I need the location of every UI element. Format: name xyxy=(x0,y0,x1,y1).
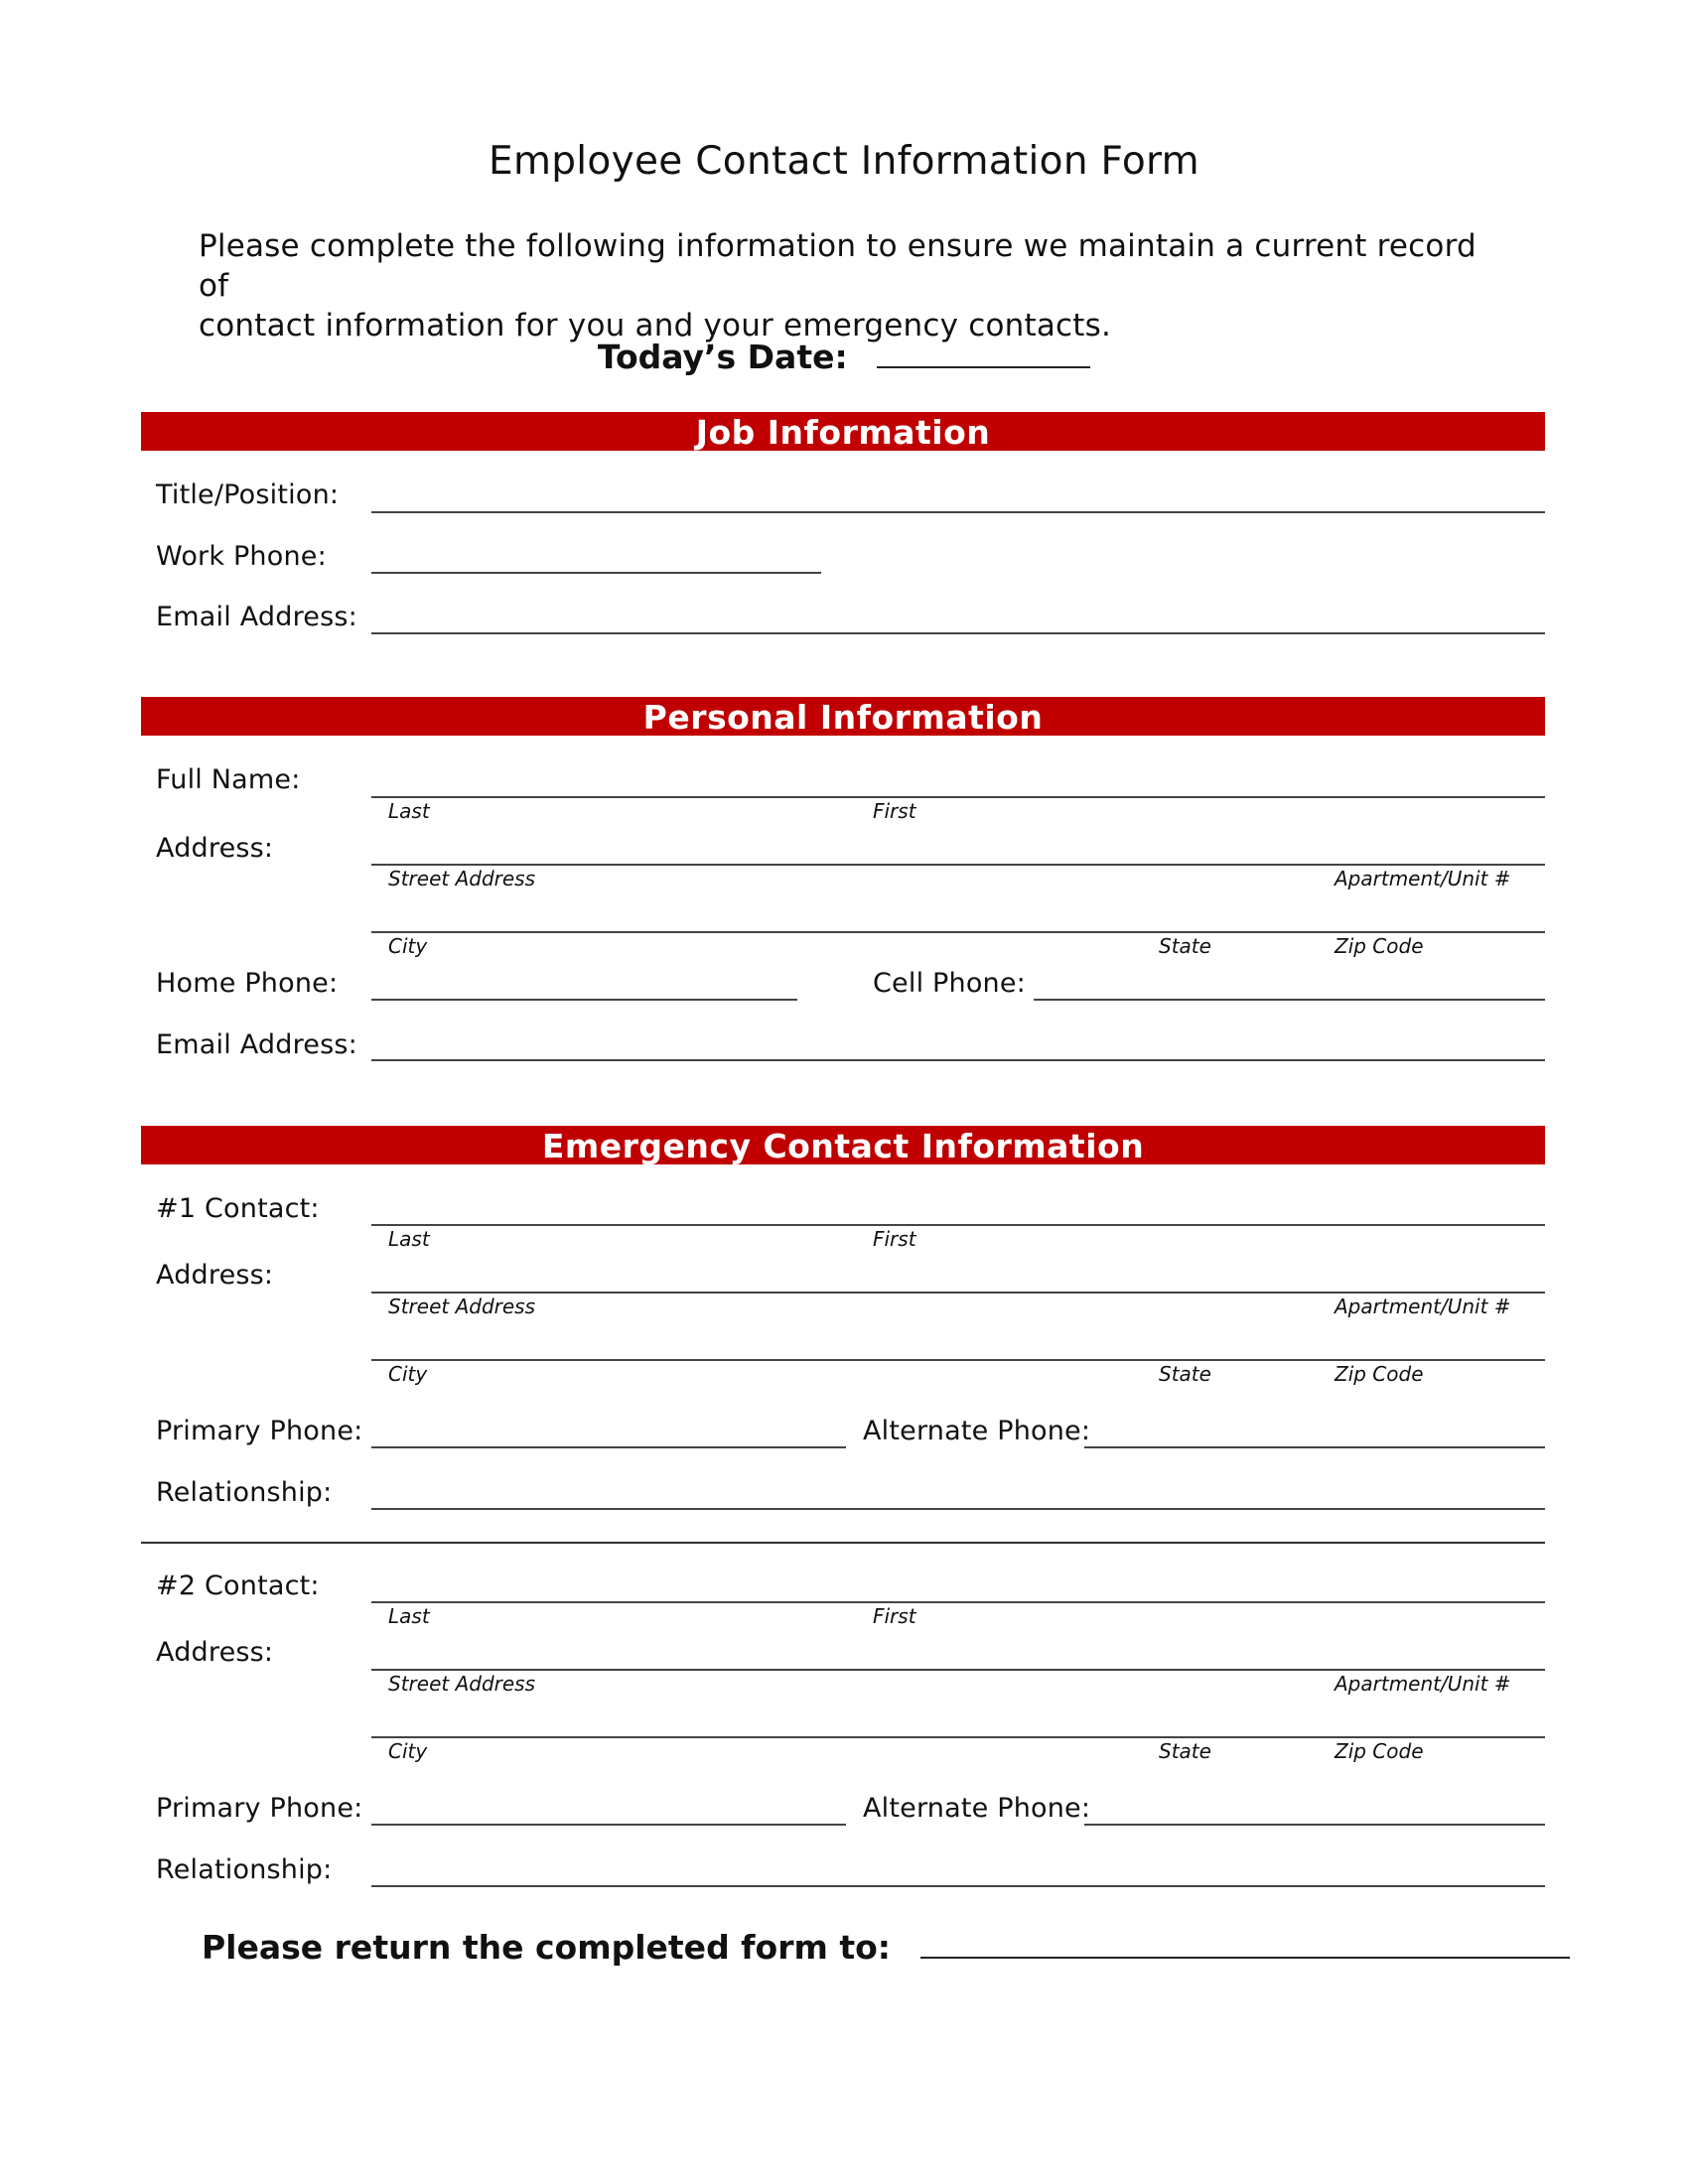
contact-1-address-label: Address: xyxy=(156,1260,274,1291)
contact-2-primary-phone-field[interactable] xyxy=(371,1824,846,1826)
return-form-label: Please return the completed form to: xyxy=(202,1928,891,1967)
street-address-sublabel: Street Address xyxy=(388,867,536,890)
job-email-label: Email Address: xyxy=(156,602,357,632)
street-address-field[interactable] xyxy=(371,864,1545,866)
contact-1-zip-sublabel: Zip Code xyxy=(1335,1362,1424,1386)
full-name-field[interactable] xyxy=(371,796,1545,798)
title-position-label: Title/Position: xyxy=(156,479,340,510)
contact-1-last-sublabel: Last xyxy=(388,1227,430,1251)
intro-line-1: Please complete the following information to ensure we maintain a current record of xyxy=(199,228,1477,304)
address-label: Address: xyxy=(156,833,274,864)
contact-2-alternate-phone-label: Alternate Phone: xyxy=(863,1793,1091,1824)
contact-2-street-sublabel: Street Address xyxy=(388,1672,536,1696)
contact-2-city-state-zip-field[interactable] xyxy=(371,1736,1545,1738)
return-form-field[interactable] xyxy=(920,1956,1570,1959)
intro-text xyxy=(199,226,1489,345)
page-title: Employee Contact Information Form xyxy=(489,139,1199,184)
contact-1-relationship-field[interactable] xyxy=(371,1508,1545,1510)
section-header-emergency-contact-information: Emergency Contact Information xyxy=(141,1126,1545,1164)
intro-line-2: contact information for you and your emergency contacts. xyxy=(199,308,1112,343)
city-sublabel: City xyxy=(388,934,428,958)
contact-1-label: #1 Contact: xyxy=(156,1193,320,1224)
contact-1-apartment-sublabel: Apartment/Unit # xyxy=(1335,1295,1511,1318)
full-name-label: Full Name: xyxy=(156,764,301,795)
title-position-field[interactable] xyxy=(371,511,1545,513)
contact-1-street-sublabel: Street Address xyxy=(388,1295,536,1318)
first-name-sublabel: First xyxy=(873,799,916,823)
contact-2-alternate-phone-field[interactable] xyxy=(1084,1824,1545,1826)
contact-2-street-field[interactable] xyxy=(371,1669,1545,1671)
contact-1-primary-phone-label: Primary Phone: xyxy=(156,1416,363,1446)
work-phone-label: Work Phone: xyxy=(156,541,327,572)
contact-2-apartment-sublabel: Apartment/Unit # xyxy=(1335,1672,1511,1696)
contact-2-primary-phone-label: Primary Phone: xyxy=(156,1793,363,1824)
contact-2-city-sublabel: City xyxy=(388,1739,428,1763)
contact-1-relationship-label: Relationship: xyxy=(156,1477,333,1508)
city-state-zip-field[interactable] xyxy=(371,931,1545,933)
last-name-sublabel: Last xyxy=(388,799,430,823)
apartment-unit-sublabel: Apartment/Unit # xyxy=(1335,867,1511,890)
cell-phone-field[interactable] xyxy=(1034,999,1545,1001)
zip-code-sublabel: Zip Code xyxy=(1335,934,1424,958)
cell-phone-label: Cell Phone: xyxy=(873,968,1026,999)
contact-1-city-state-zip-field[interactable] xyxy=(371,1359,1545,1361)
state-sublabel: State xyxy=(1159,934,1211,958)
contact-1-state-sublabel: State xyxy=(1159,1362,1211,1386)
personal-email-field[interactable] xyxy=(371,1059,1545,1061)
contact-2-zip-sublabel: Zip Code xyxy=(1335,1739,1424,1763)
contact-2-name-field[interactable] xyxy=(371,1601,1545,1603)
personal-email-label: Email Address: xyxy=(156,1029,357,1060)
contact-2-last-sublabel: Last xyxy=(388,1604,430,1628)
home-phone-field[interactable] xyxy=(371,999,797,1001)
contact-2-state-sublabel: State xyxy=(1159,1739,1211,1763)
contact-2-address-label: Address: xyxy=(156,1637,274,1668)
section-header-job-information: Job Information xyxy=(141,412,1545,451)
job-email-field[interactable] xyxy=(371,632,1545,634)
todays-date-label: Today’s Date: xyxy=(597,338,848,376)
contact-1-alternate-phone-field[interactable] xyxy=(1084,1446,1545,1448)
contact-1-street-field[interactable] xyxy=(371,1292,1545,1294)
section-header-personal-information: Personal Information xyxy=(141,697,1545,736)
contact-1-city-sublabel: City xyxy=(388,1362,428,1386)
return-form-row xyxy=(202,1928,1570,1967)
contact-2-label: #2 Contact: xyxy=(156,1570,320,1601)
todays-date-field[interactable] xyxy=(877,365,1090,368)
todays-date-row xyxy=(0,338,1688,376)
contact-2-first-sublabel: First xyxy=(873,1604,916,1628)
contact-1-primary-phone-field[interactable] xyxy=(371,1446,846,1448)
contact-1-name-field[interactable] xyxy=(371,1224,1545,1226)
contact-divider xyxy=(141,1542,1545,1544)
contact-2-relationship-label: Relationship: xyxy=(156,1854,333,1885)
contact-1-first-sublabel: First xyxy=(873,1227,916,1251)
home-phone-label: Home Phone: xyxy=(156,968,339,999)
contact-1-alternate-phone-label: Alternate Phone: xyxy=(863,1416,1091,1446)
work-phone-field[interactable] xyxy=(371,572,821,574)
contact-2-relationship-field[interactable] xyxy=(371,1885,1545,1887)
